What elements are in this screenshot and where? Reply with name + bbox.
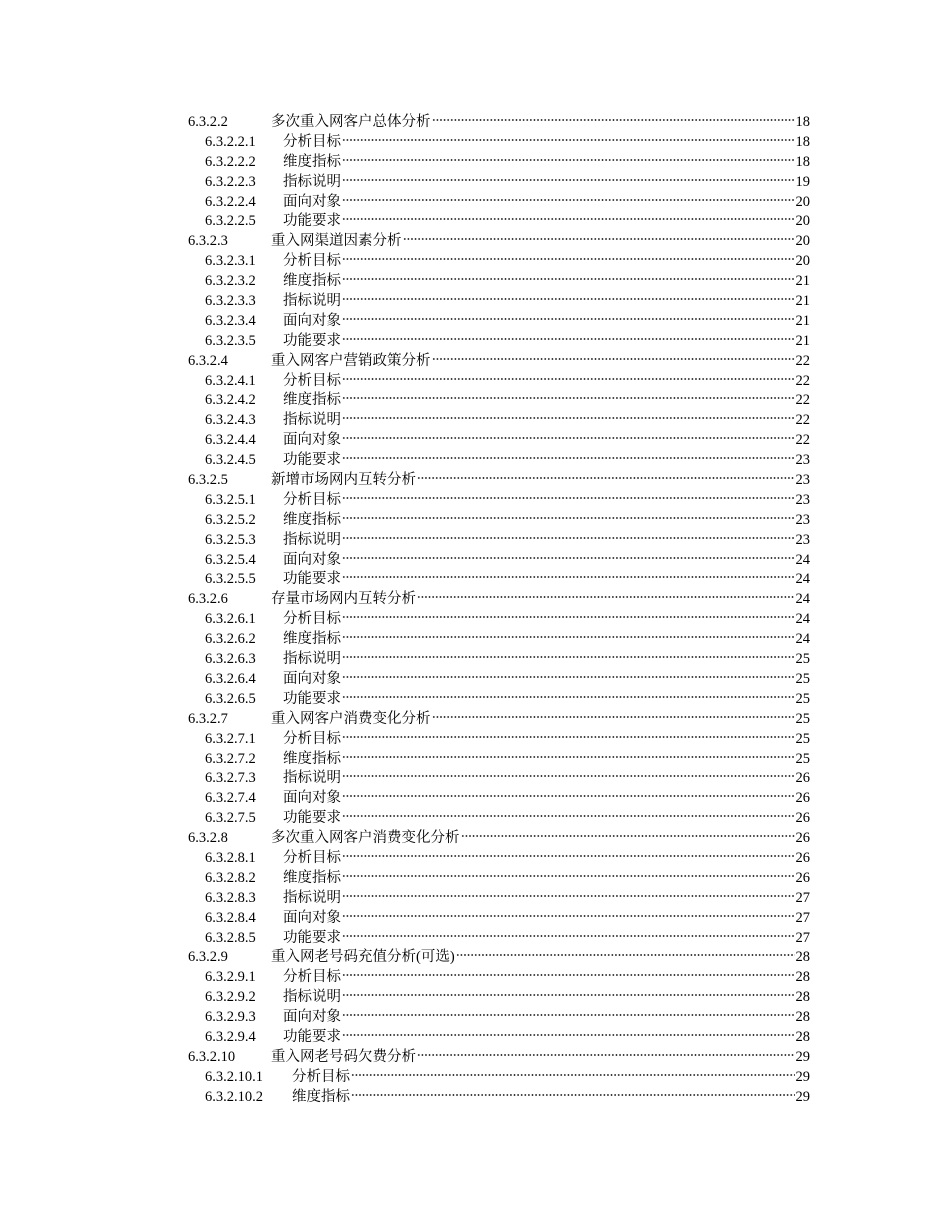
toc-entry-page-number: 27: [795, 909, 810, 926]
toc-entry[interactable]: [188, 1088, 810, 1108]
toc-entry-page-number: 27: [795, 889, 810, 906]
toc-entry-page-number: 28: [795, 1009, 810, 1026]
toc-entry-number: 6.3.2.3.3: [205, 293, 256, 310]
toc-entry-title: 指标说明: [283, 989, 341, 1006]
toc-entry-number: 6.3.2.6.5: [205, 690, 256, 707]
toc-entry-number: 6.3.2.6: [188, 591, 228, 608]
toc-entry-number: 6.3.2.6.3: [205, 651, 256, 668]
toc-entry[interactable]: [188, 451, 810, 471]
toc-entry[interactable]: [188, 630, 810, 650]
toc-entry-page-number: 24: [795, 591, 810, 608]
toc-entry-page-number: 25: [795, 710, 810, 727]
toc-entry-number: 6.3.2.2.3: [205, 173, 256, 190]
toc-dot-leader: [342, 913, 795, 919]
toc-dot-leader: [432, 356, 795, 362]
toc-entry-number: 6.3.2.2.2: [205, 153, 256, 170]
toc-entry-title: 指标说明: [283, 412, 341, 429]
toc-entry[interactable]: [188, 551, 810, 571]
toc-entry-title: 分析目标: [283, 730, 341, 747]
toc-entry-number: 6.3.2.8.2: [205, 869, 256, 886]
toc-entry[interactable]: [188, 153, 810, 173]
toc-entry[interactable]: [188, 650, 810, 670]
toc-entry[interactable]: [188, 332, 810, 352]
toc-dot-leader: [342, 694, 795, 700]
toc-entry[interactable]: [188, 849, 810, 869]
toc-entry-title: 维度指标: [283, 153, 341, 170]
toc-dot-leader: [342, 654, 795, 660]
toc-entry-number: 6.3.2.7.2: [205, 750, 256, 767]
toc-entry-number: 6.3.2.5: [188, 472, 228, 489]
toc-entry[interactable]: [188, 113, 810, 133]
toc-entry-title: 面向对象: [283, 909, 341, 926]
toc-entry-page-number: 27: [795, 929, 810, 946]
toc-entry[interactable]: [188, 889, 810, 909]
toc-entry-number: 6.3.2.8.3: [205, 889, 256, 906]
toc-entry-page-number: 25: [795, 750, 810, 767]
toc-entry-number: 6.3.2.9.3: [205, 1009, 256, 1026]
toc-entry[interactable]: [188, 690, 810, 710]
toc-entry-title: 分析目标: [292, 1068, 350, 1085]
toc-entry-title: 维度指标: [283, 869, 341, 886]
toc-dot-leader: [342, 754, 795, 760]
toc-entry-page-number: 29: [795, 1068, 810, 1085]
toc-entry-page-number: 26: [795, 849, 810, 866]
toc-entry-page-number: 18: [795, 114, 810, 130]
toc-entry[interactable]: [188, 610, 810, 630]
toc-entry-title: 指标说明: [283, 293, 341, 310]
toc-entry[interactable]: [188, 670, 810, 690]
toc-entry[interactable]: [188, 391, 810, 411]
toc-entry[interactable]: [188, 411, 810, 431]
toc-entry[interactable]: [188, 909, 810, 929]
toc-entry-number: 6.3.2.4.1: [205, 372, 256, 389]
toc-entry[interactable]: [188, 948, 810, 968]
toc-entry[interactable]: [188, 1028, 810, 1048]
toc-entry-title: 指标说明: [283, 173, 341, 190]
toc-entry[interactable]: [188, 570, 810, 590]
toc-entry-page-number: 23: [795, 491, 810, 508]
toc-entry[interactable]: [188, 1048, 810, 1068]
toc-entry[interactable]: [188, 769, 810, 789]
toc-entry[interactable]: [188, 372, 810, 392]
toc-entry-number: 6.3.2.8: [188, 830, 228, 847]
toc-dot-leader: [351, 1092, 795, 1098]
toc-entry-number: 6.3.2.3: [188, 233, 228, 250]
toc-dot-leader: [342, 256, 795, 262]
toc-entry-number: 6.3.2.5.4: [205, 551, 256, 568]
toc-dot-leader: [342, 137, 795, 143]
toc-entry-title: 新增市场网内互转分析: [271, 472, 416, 489]
toc-entry-number: 6.3.2.5.3: [205, 531, 256, 548]
toc-entry[interactable]: [188, 730, 810, 750]
toc-entry-number: 6.3.2.4.4: [205, 432, 256, 449]
toc-entry-page-number: 25: [795, 670, 810, 687]
toc-dot-leader: [342, 435, 795, 441]
toc-dot-leader: [342, 614, 795, 620]
toc-entry-title: 维度指标: [292, 1088, 350, 1105]
toc-entry[interactable]: [188, 511, 810, 531]
toc-dot-leader: [342, 276, 795, 282]
toc-entry-page-number: 29: [795, 1088, 810, 1105]
toc-entry[interactable]: [188, 531, 810, 551]
toc-entry-title: 功能要求: [283, 213, 341, 230]
toc-entry-title: 分析目标: [283, 253, 341, 270]
toc-entry-page-number: 20: [795, 253, 810, 270]
toc-entry-page-number: 23: [795, 452, 810, 469]
toc-dot-leader: [432, 117, 795, 123]
toc-dot-leader: [342, 395, 795, 401]
toc-entry-page-number: 21: [795, 293, 810, 310]
toc-entry-number: 6.3.2.4: [188, 352, 228, 369]
toc-entry-number: 6.3.2.9.2: [205, 989, 256, 1006]
toc-dot-leader: [342, 773, 795, 779]
toc-entry-title: 多次重入网客户消费变化分析: [271, 830, 460, 847]
toc-entry-title: 指标说明: [283, 531, 341, 548]
toc-entry-title: 维度指标: [283, 750, 341, 767]
toc-dot-leader: [342, 793, 795, 799]
toc-entry-number: 6.3.2.2.4: [205, 193, 256, 210]
toc-entry-title: 重入网老号码欠费分析: [271, 1048, 416, 1065]
toc-entry-title: 功能要求: [283, 810, 341, 827]
toc-entry-title: 功能要求: [283, 571, 341, 588]
toc-entry-title: 分析目标: [283, 372, 341, 389]
toc-dot-leader: [342, 1032, 795, 1038]
toc-entry-title: 面向对象: [283, 1009, 341, 1026]
toc-entry-title: 维度指标: [283, 631, 341, 648]
toc-entry-number: 6.3.2.2.5: [205, 213, 256, 230]
toc-entry-page-number: 24: [795, 631, 810, 648]
toc-entry-number: 6.3.2.8.4: [205, 909, 256, 926]
toc-entry-title: 重入网老号码充值分析(可选): [271, 949, 455, 966]
toc-entry-number: 6.3.2.9: [188, 949, 228, 966]
toc-entry-title: 多次重入网客户总体分析: [271, 114, 431, 130]
toc-entry-page-number: 21: [795, 273, 810, 290]
toc-entry-page-number: 22: [795, 352, 810, 369]
toc-entry-title: 面向对象: [283, 790, 341, 807]
toc-entry[interactable]: [188, 590, 810, 610]
toc-entry-page-number: 26: [795, 790, 810, 807]
toc-entry[interactable]: [188, 1068, 810, 1088]
toc-entry-page-number: 26: [795, 869, 810, 886]
toc-entry[interactable]: [188, 988, 810, 1008]
toc-entry-page-number: 20: [795, 213, 810, 230]
toc-dot-leader: [342, 555, 795, 561]
toc-dot-leader: [342, 336, 795, 342]
toc-entry-page-number: 25: [795, 690, 810, 707]
toc-entry-page-number: 20: [795, 193, 810, 210]
toc-entry-page-number: 29: [795, 1048, 810, 1065]
toc-entry[interactable]: [188, 829, 810, 849]
toc-dot-leader: [342, 515, 795, 521]
toc-entry[interactable]: [188, 968, 810, 988]
toc-entry-number: 6.3.2.10: [188, 1048, 236, 1065]
toc-dot-leader: [342, 893, 795, 899]
toc-entry-number: 6.3.2.5.1: [205, 491, 256, 508]
toc-entry-page-number: 23: [795, 511, 810, 528]
toc-entry-number: 6.3.2.3.1: [205, 253, 256, 270]
toc-entry-number: 6.3.2.2: [188, 114, 228, 130]
toc-entry-number: 6.3.2.6.4: [205, 670, 256, 687]
toc-entry-page-number: 21: [795, 312, 810, 329]
toc-entry-number: 6.3.2.3.4: [205, 312, 256, 329]
toc-dot-leader: [342, 813, 795, 819]
toc-entry-title: 功能要求: [283, 929, 341, 946]
toc-entry-number: 6.3.2.5.5: [205, 571, 256, 588]
toc-entry-page-number: 28: [795, 969, 810, 986]
toc-entry[interactable]: [188, 869, 810, 889]
toc-dot-leader: [342, 157, 795, 163]
toc-dot-leader: [342, 376, 795, 382]
toc-entry[interactable]: [188, 252, 810, 272]
toc-entry-page-number: 22: [795, 392, 810, 409]
toc-dot-leader: [432, 714, 795, 720]
toc-entry-title: 维度指标: [283, 273, 341, 290]
toc-entry[interactable]: [188, 232, 810, 252]
toc-entry-number: 6.3.2.4.5: [205, 452, 256, 469]
toc-entry-number: 6.3.2.9.4: [205, 1028, 256, 1045]
toc-entry[interactable]: [188, 750, 810, 770]
toc-dot-leader: [342, 296, 795, 302]
toc-entry-number: 6.3.2.3.5: [205, 332, 256, 349]
toc-entry[interactable]: [188, 212, 810, 232]
toc-dot-leader: [342, 216, 795, 222]
toc-entry-title: 功能要求: [283, 452, 341, 469]
toc-dot-leader: [342, 634, 795, 640]
toc-entry[interactable]: [188, 1008, 810, 1028]
toc-entry[interactable]: [188, 292, 810, 312]
toc-entry-page-number: 22: [795, 412, 810, 429]
toc-entry-number: 6.3.2.9.1: [205, 969, 256, 986]
toc-entry-page-number: 23: [795, 472, 810, 489]
toc-entry-number: 6.3.2.6.1: [205, 611, 256, 628]
toc-dot-leader: [403, 236, 795, 242]
toc-entry-page-number: 22: [795, 372, 810, 389]
toc-dot-leader: [342, 535, 795, 541]
toc-entry[interactable]: [188, 471, 810, 491]
toc-entry-title: 面向对象: [283, 670, 341, 687]
toc-entry-title: 指标说明: [283, 889, 341, 906]
toc-dot-leader: [342, 933, 795, 939]
toc-entry-title: 功能要求: [283, 1028, 341, 1045]
toc-entry[interactable]: [188, 173, 810, 193]
toc-entry-number: 6.3.2.7.1: [205, 730, 256, 747]
toc-dot-leader: [342, 455, 795, 461]
toc-entry-page-number: 28: [795, 989, 810, 1006]
toc-entry-number: 6.3.2.3.2: [205, 273, 256, 290]
toc-entry-page-number: 23: [795, 531, 810, 548]
toc-entry-page-number: 28: [795, 949, 810, 966]
toc-dot-leader: [342, 972, 795, 978]
toc-dot-leader: [342, 674, 795, 680]
toc-dot-leader: [417, 475, 795, 481]
toc-dot-leader: [342, 734, 795, 740]
toc-entry-number: 6.3.2.8.1: [205, 849, 256, 866]
toc-entry-title: 面向对象: [283, 432, 341, 449]
toc-entry[interactable]: [188, 193, 810, 213]
toc-entry-number: 6.3.2.4.2: [205, 392, 256, 409]
toc-entry-number: 6.3.2.7.5: [205, 810, 256, 827]
toc-entry-page-number: 24: [795, 611, 810, 628]
toc-entry-number: 6.3.2.6.2: [205, 631, 256, 648]
toc-dot-leader: [456, 952, 795, 958]
toc-entry[interactable]: [188, 809, 810, 829]
toc-dot-leader: [461, 833, 795, 839]
toc-entry-title: 面向对象: [283, 551, 341, 568]
toc-entry-page-number: 26: [795, 810, 810, 827]
toc-entry-title: 重入网客户营销政策分析: [271, 352, 431, 369]
toc-dot-leader: [342, 495, 795, 501]
toc-entry-title: 功能要求: [283, 690, 341, 707]
toc-dot-leader: [342, 873, 795, 879]
toc-entry-page-number: 24: [795, 551, 810, 568]
toc-entry[interactable]: [188, 789, 810, 809]
toc-entry[interactable]: [188, 431, 810, 451]
toc-dot-leader: [351, 1072, 795, 1078]
toc-dot-leader: [342, 1012, 795, 1018]
toc-dot-leader: [342, 574, 795, 580]
toc-entry-page-number: 20: [795, 233, 810, 250]
toc-entry[interactable]: [188, 133, 810, 153]
toc-entry-number: 6.3.2.7: [188, 710, 228, 727]
toc-entry-title: 分析目标: [283, 849, 341, 866]
toc-entry-title: 指标说明: [283, 770, 341, 787]
toc-entry[interactable]: [188, 710, 810, 730]
toc-entry[interactable]: [188, 491, 810, 511]
toc-entry-page-number: 18: [795, 133, 810, 150]
toc-entry-page-number: 24: [795, 571, 810, 588]
toc-entry-page-number: 25: [795, 730, 810, 747]
toc-entry[interactable]: [188, 352, 810, 372]
toc-entry-page-number: 18: [795, 153, 810, 170]
toc-entry-title: 面向对象: [283, 193, 341, 210]
toc-entry-page-number: 26: [795, 830, 810, 847]
toc-entry-title: 功能要求: [283, 332, 341, 349]
toc-dot-leader: [417, 1052, 795, 1058]
toc-entry-page-number: 22: [795, 432, 810, 449]
toc-entry-page-number: 25: [795, 651, 810, 668]
toc-entry-number: 6.3.2.4.3: [205, 412, 256, 429]
toc-dot-leader: [342, 197, 795, 203]
toc-entry-title: 分析目标: [283, 969, 341, 986]
toc-entry-title: 分析目标: [283, 611, 341, 628]
toc-entry-number: 6.3.2.5.2: [205, 511, 256, 528]
table-of-contents: [188, 113, 810, 1108]
toc-entry[interactable]: [188, 929, 810, 949]
toc-dot-leader: [342, 853, 795, 859]
toc-entry-number: 6.3.2.2.1: [205, 133, 256, 150]
toc-dot-leader: [342, 992, 795, 998]
toc-entry[interactable]: [188, 272, 810, 292]
toc-entry-page-number: 26: [795, 770, 810, 787]
toc-entry-number: 6.3.2.10.1: [205, 1068, 263, 1085]
toc-entry-page-number: 28: [795, 1028, 810, 1045]
toc-entry-number: 6.3.2.10.2: [205, 1088, 263, 1105]
toc-entry-title: 指标说明: [283, 651, 341, 668]
toc-entry-title: 重入网客户消费变化分析: [271, 710, 431, 727]
toc-entry-number: 6.3.2.7.3: [205, 770, 256, 787]
toc-entry-title: 维度指标: [283, 511, 341, 528]
toc-entry-title: 分析目标: [283, 491, 341, 508]
toc-entry-title: 面向对象: [283, 312, 341, 329]
toc-entry-number: 6.3.2.7.4: [205, 790, 256, 807]
toc-entry-title: 分析目标: [283, 133, 341, 150]
toc-dot-leader: [342, 316, 795, 322]
toc-entry[interactable]: [188, 312, 810, 332]
toc-entry-title: 维度指标: [283, 392, 341, 409]
toc-dot-leader: [342, 415, 795, 421]
toc-entry-page-number: 19: [795, 173, 810, 190]
toc-dot-leader: [342, 177, 795, 183]
toc-entry-number: 6.3.2.8.5: [205, 929, 256, 946]
toc-dot-leader: [417, 594, 795, 600]
toc-entry-page-number: 21: [795, 332, 810, 349]
toc-entry-title: 存量市场网内互转分析: [271, 591, 416, 608]
toc-entry-title: 重入网渠道因素分析: [271, 233, 402, 250]
